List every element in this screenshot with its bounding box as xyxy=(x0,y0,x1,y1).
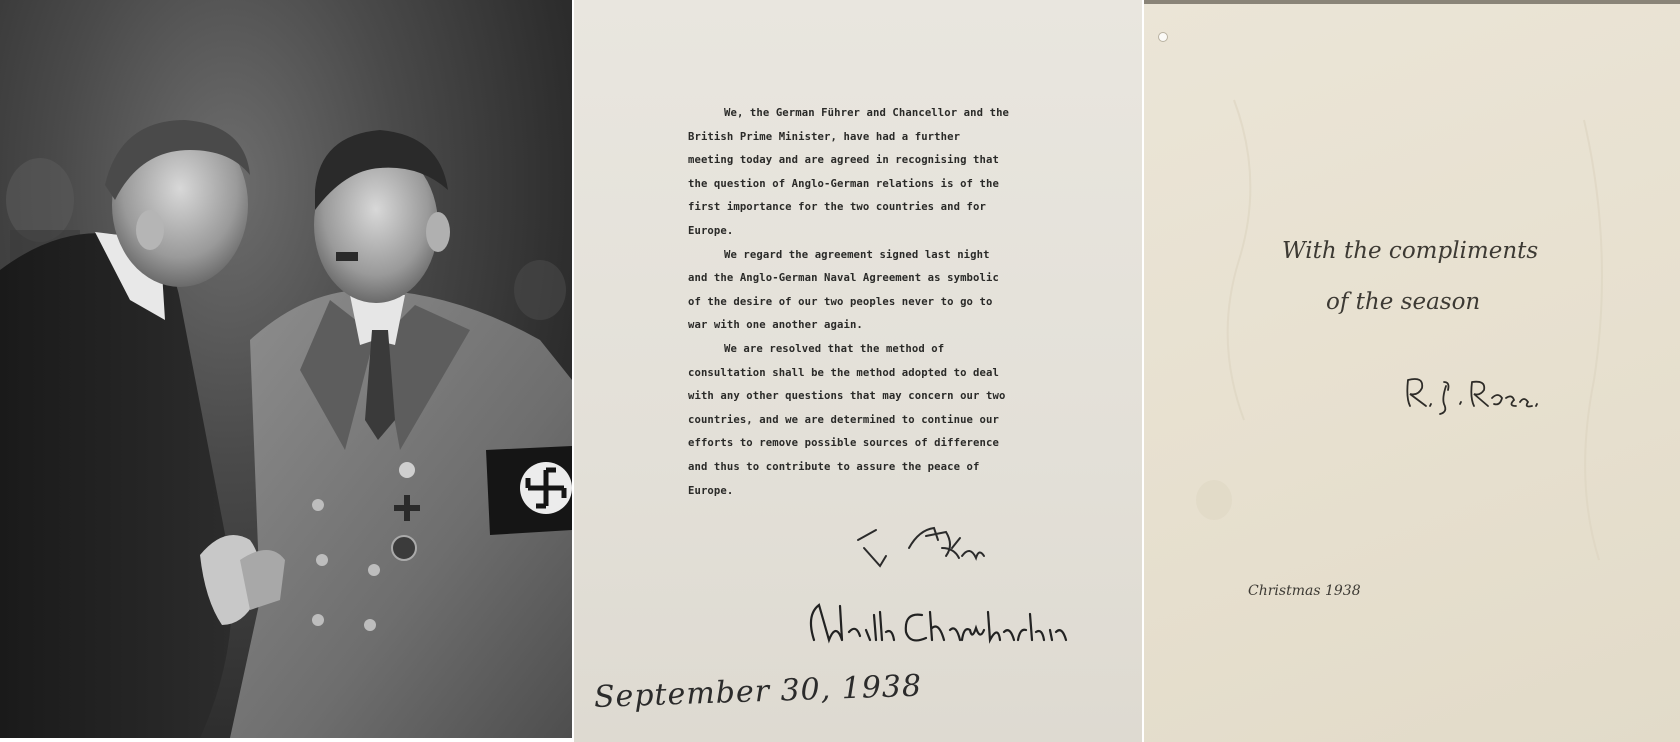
doc-line: efforts to remove possible sources of difference xyxy=(688,437,999,450)
handshake-photograph xyxy=(0,0,572,738)
doc-line: Europe. xyxy=(688,224,734,237)
doc-line: war with one another again. xyxy=(688,319,863,332)
card-footer-date: Christmas 1938 xyxy=(1248,583,1361,599)
agreement-document xyxy=(574,0,1142,742)
doc-line: of the desire of our two peoples never to go to xyxy=(688,295,993,308)
doc-line: countries, and we are determined to continue our xyxy=(688,413,999,426)
doc-line: with any other questions that may concern our two xyxy=(688,390,1006,403)
doc-line: first importance for the two countries and for xyxy=(688,201,986,214)
christmas-card xyxy=(1144,0,1680,742)
signature-chamberlain xyxy=(811,605,1066,640)
signatures xyxy=(574,0,1142,742)
doc-line: Europe. xyxy=(688,484,734,497)
doc-line: and thus to contribute to assure the peace of xyxy=(688,460,980,473)
doc-line: the question of Anglo-German relations is of the xyxy=(688,177,999,190)
doc-line: British Prime Minister, have had a further xyxy=(688,130,961,143)
doc-line: We are resolved that the method of xyxy=(724,342,945,355)
greeting-line-1: With the compliments xyxy=(1282,238,1539,264)
signature-rose xyxy=(1144,0,1680,742)
handwritten-date: September 30, 1938 xyxy=(593,668,923,715)
doc-line: and the Anglo-German Naval Agreement as symbolic xyxy=(688,272,999,285)
photograph-panel xyxy=(0,0,572,738)
doc-line: We regard the agreement signed last night xyxy=(724,248,990,261)
doc-line: consultation shall be the method adopted to deal xyxy=(688,366,999,379)
signature-hitler xyxy=(858,528,984,566)
doc-line: meeting today and are agreed in recognising that xyxy=(688,154,999,167)
greeting-line-2: of the season xyxy=(1326,289,1481,315)
doc-line: We, the German Führer and Chancellor and the xyxy=(724,107,1010,119)
